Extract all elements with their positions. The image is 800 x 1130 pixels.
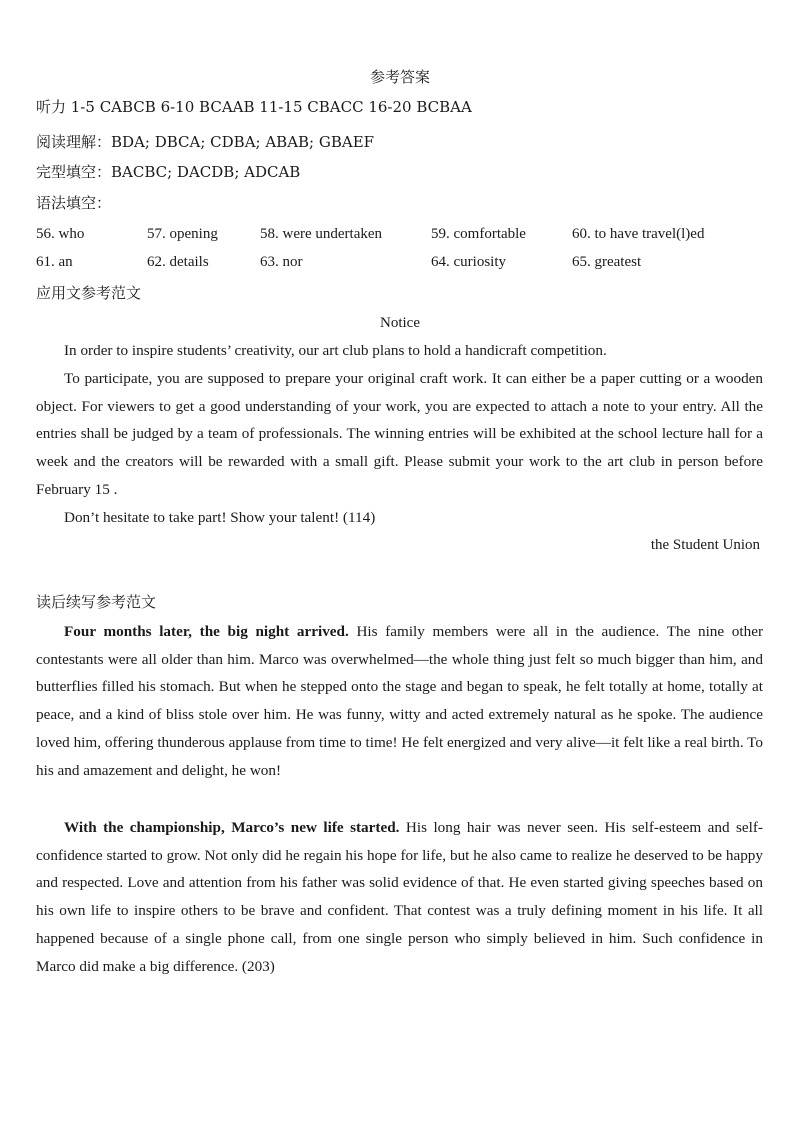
grammar-answer: 61. an [36,254,73,270]
notice-closing: Don’t hesitate to take part! Show your talent! (114) [64,509,376,526]
listening-answers: 听力 1-5 CABCB 6-10 BCAAB 11-15 CBACC 16-20 BCBAA [36,98,472,116]
grammar-answers-table [36,226,776,282]
grammar-answer: 56. who [36,226,85,242]
grammar-heading: 语法填空： [36,194,112,212]
continuation-writing-heading: 读后续写参考范文 [36,593,157,611]
practical-writing-heading: 应用文参考范文 [36,284,142,302]
grammar-answer: 62. details [147,254,209,270]
story-paragraph [36,618,763,784]
notice-paragraph: To participate, you are supposed to prepare your original craft work. It can either be a paper cutting or a wooden object. For viewers to get a good understanding of your work, you are expected to attach a note to your entry. All the entries shall be judged by a team of professionals. The winning entries will be exhibited at the school lecture hall for a week and the creators will be rewarded with a small gift. Please submit your work to the art club in person before February 15 . [36,370,763,498]
story-paragraph-body: His family members were all in the audience. The nine other contestants were all older than him. Marco was overwhelmed—the whole thing just felt so much bigger than him, and butterflies filled his stomach. But when he stepped onto the stage and began to speak, he felt totally at home, totally at peace, and a kind of bliss stole over him. He was funny, witty and acted extremely natural as he spoke. The audience loved him, offering thunderous applause from time to time! He felt energized and very alive—it felt like a real birth. To his and amazement and delight, he won! [36,623,764,779]
grammar-answer: 57. opening [147,226,218,242]
story-paragraph-body: His long hair was never seen. His self-esteem and self-confidence started to grow. Not only did he regain his hope for life, but he also came to realize he deserved to be happy and respected. Love and attention from his father was solid evidence of that. He even started giving speeches based on his own life to inspire others to be brave and confident. That contest was a truly defining moment in his life. It all happened because of a single phone call, from one single person who simply believed in him. Such confidence in Marco did make a big difference. (203) [36,819,763,975]
reading-answers: 阅读理解：BDA; DBCA; CDBA; ABAB; GBAEF [36,133,375,151]
grammar-row [36,254,776,282]
grammar-answer: 64. curiosity [431,254,506,270]
notice-title: Notice [380,315,420,331]
notice-signature: the Student Union [650,537,760,553]
story-paragraph-lead: Four months later, the big night arrived. [64,623,349,640]
grammar-row [36,226,776,254]
cloze-answers: 完型填空：BACBC; DACDB; ADCAB [36,163,301,181]
story-paragraph [36,814,763,980]
grammar-answer: 65. greatest [572,254,642,270]
grammar-answer: 60. to have travel(l)ed [572,226,705,242]
grammar-answer: 63. nor [260,254,303,270]
grammar-answer: 58. were undertaken [260,226,383,242]
grammar-answer: 59. comfortable [431,226,526,242]
page-title: 参考答案 [369,68,430,86]
story-paragraph-lead: With the championship, Marco’s new life started. [64,819,400,836]
notice-paragraph: In order to inspire students’ creativity, our art club plans to hold a handicraft competition. [64,342,607,359]
